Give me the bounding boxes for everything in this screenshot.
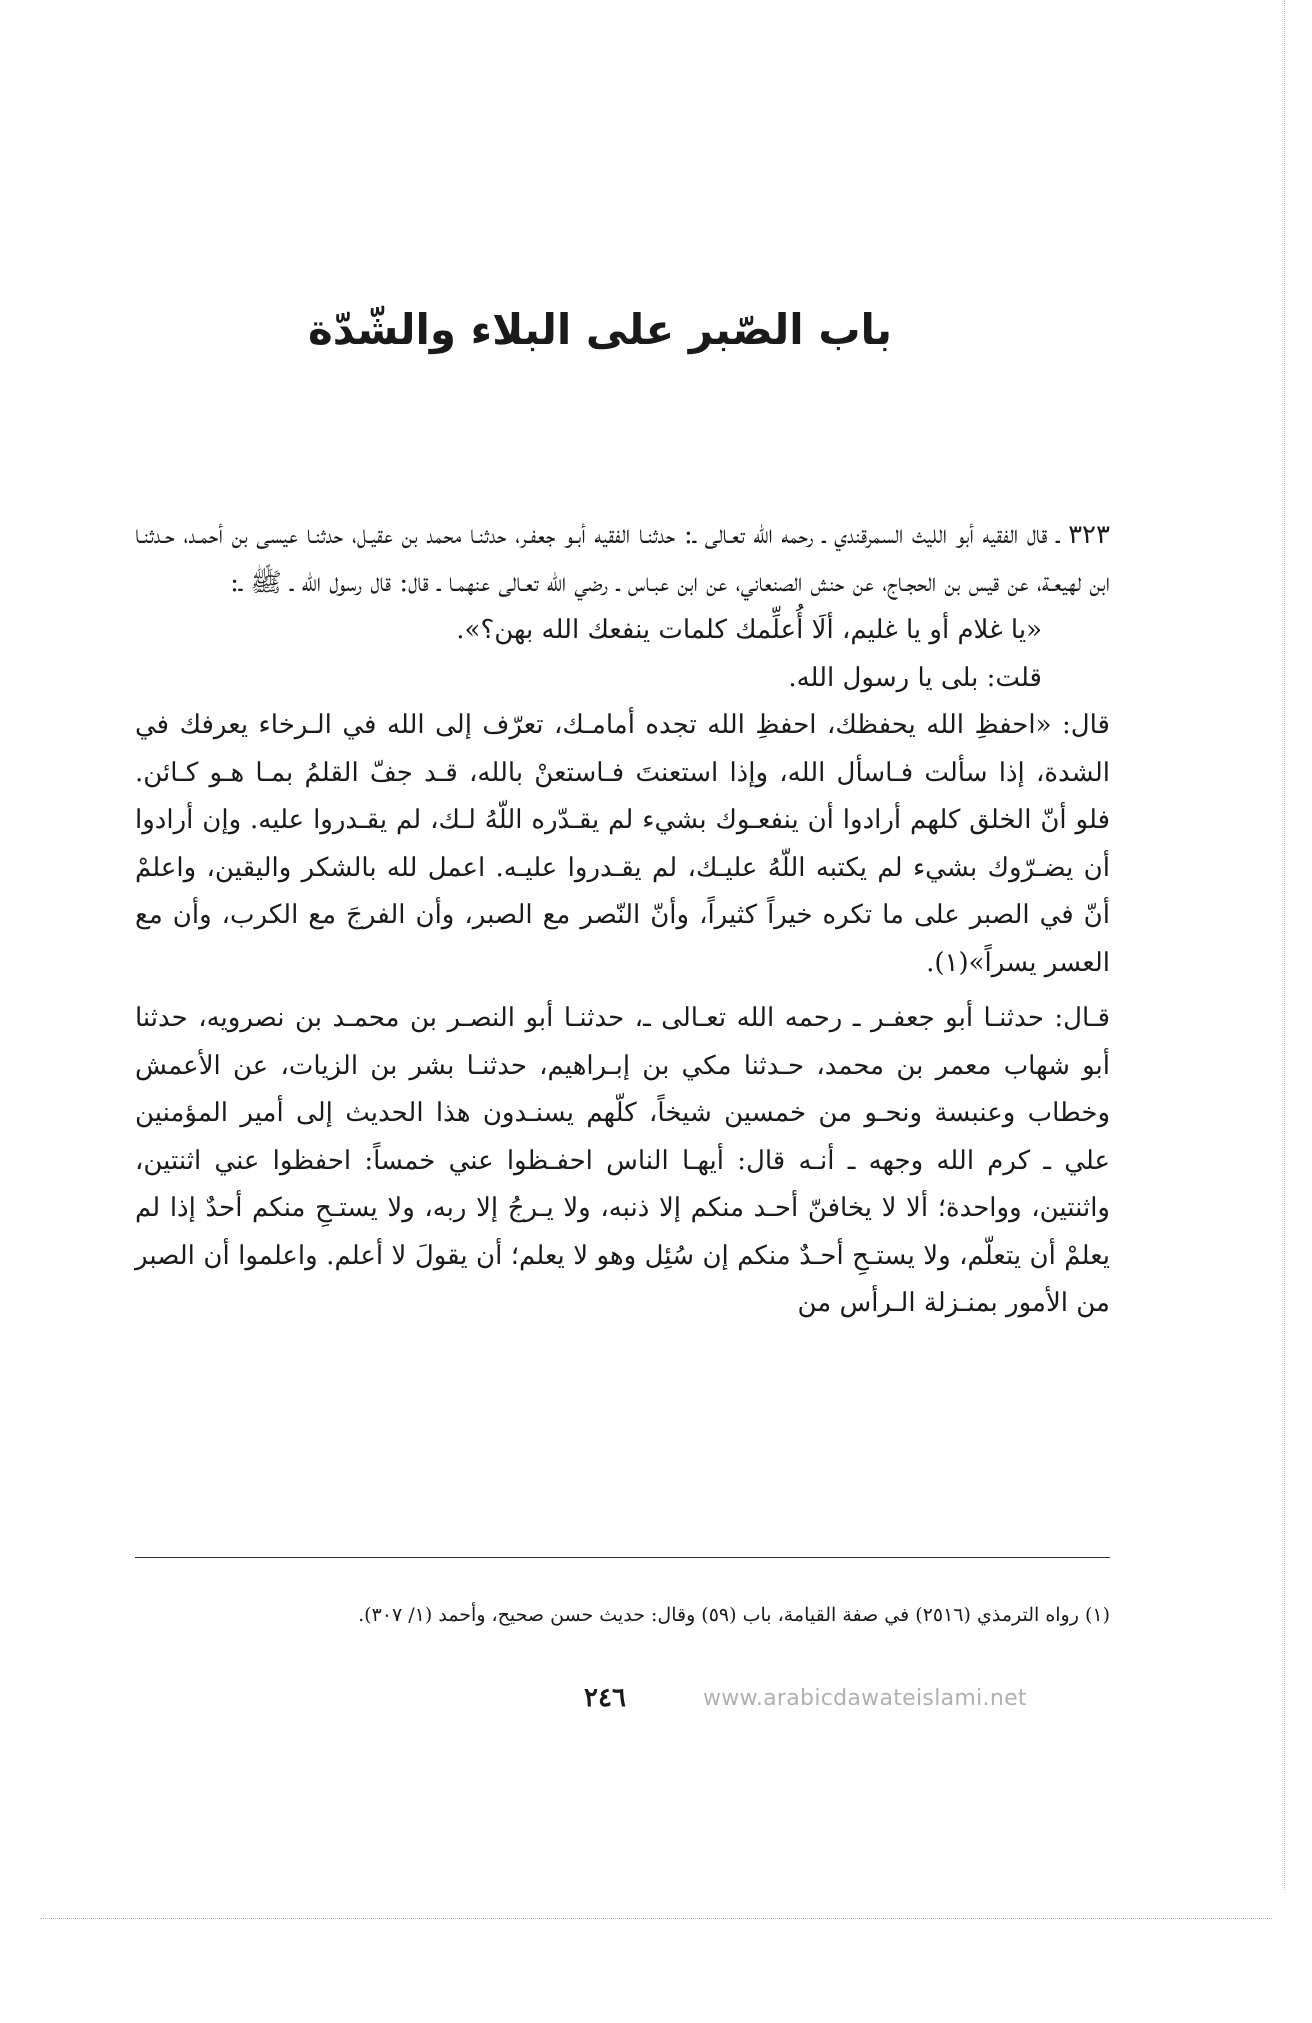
- page-number: ٢٤٦: [584, 1683, 626, 1713]
- scan-edge-line: [1284, 0, 1285, 1890]
- footnote: (١) رواه الترمذي (٢٥١٦) في صفة القيامة، باب (٥٩) وقال: حديث حسن صحيح، وأحمد (١/ ٣٠٧).: [358, 1604, 1110, 1626]
- watermark-url: www.arabicdawateislami.net: [703, 1686, 1027, 1711]
- paragraph-isnad: ٣٢٣ ـ قال الفقيه أبو الليث السمرقندي ـ رحمه الله تعـالى ـ: حدثنـا الفقيه أبـو جعفـر، حدثنـا محمد بن عقيـل، حدثنـا عيسى بن أحمـد، حـدثنـا ابن لهيعـة، عن قيس بن الحجـاج، عن حنش الصنعاني، عن ابن عبـاس ـ رضي الله تعـالى عنهمـا ـ قال: قال رسول الله ـ ﷺ ـ:: [135, 520, 1110, 598]
- paragraph-hadith-text: قال: «احفظِ الله يحفظك، احفظِ الله تجده أمامـك، تعرّف إلى الله في الـرخاء يعرفك في الشدة، إذا سألت فـاسأل الله، وإذا استعنتَ فـاستعنْ بالله، قـد جفّ القلمُ بمـا هـو كـائن. فلو أنّ الخلق كلهم أرادوا أن ينفعـوك بشيء لم يقـدّره اللّهُ لـك، لم يقـدروا عليه. وإن أرادوا أن يضـرّوك بشيء لم يكتبه اللّهُ عليـك، لم يقـدروا عليـه. اعمل لله بالشكر واليقين، واعلمْ أنّ في الصبر على ما تكره خيراً كثيراً، وأنّ النّصر مع الصبر، وأن الفرجَ مع الكرب، وأن مع العسر يسراً»(١).: [135, 710, 1110, 978]
- chapter-title: باب الصّبر على البلاء والشّدّة: [307, 305, 893, 354]
- scan-bottom-line: [40, 1918, 1272, 1919]
- main-text: [135, 512, 1110, 1328]
- paragraph-hadith-opening: «يا غلام أو يا غليم، ألَا أُعلِّمك كلمات ينفعك الله بهن؟».: [456, 615, 1042, 645]
- paragraph-reply: قلت: بلى يا رسول الله.: [788, 662, 1042, 693]
- paragraph-second-narration: قـال: حدثنـا أبو جعفـر ـ رحمه الله تعـالى ـ، حدثنـا أبو النصـر بن محمـد بن نصرويه، حدثنا أبو شهاب معمر بن محمد، حـدثنا مكي بن إبـراهيم، حدثنـا بشر بن الزيات، عن الأعمش وخطاب وعنبسة ونحـو من خمسين شيخاً، كلّهم يسنـدون هذا الحديث إلى أمير المؤمنين علي ـ كرم الله وجهه ـ أنـه قال: أيهـا الناس احفـظوا عني خمساً: احفظوا عني اثنتين، واثنتين، وواحدة؛ ألا لا يخافنّ أحـد منكم إلا ذنبه، ولا يـرجُ إلا ربه، ولا يستـحِ منكم أحدٌ إذا لم يعلمْ أن يتعلّم، ولا يستـحِ أحـدٌ منكم إن سُئِل وهو لا يعلم؛ أن يقولَ لا أعلم. واعلموا أن الصبر من الأمور بمنـزلة الـرأس من: [135, 1003, 1110, 1318]
- footnote-separator: [135, 1557, 1110, 1558]
